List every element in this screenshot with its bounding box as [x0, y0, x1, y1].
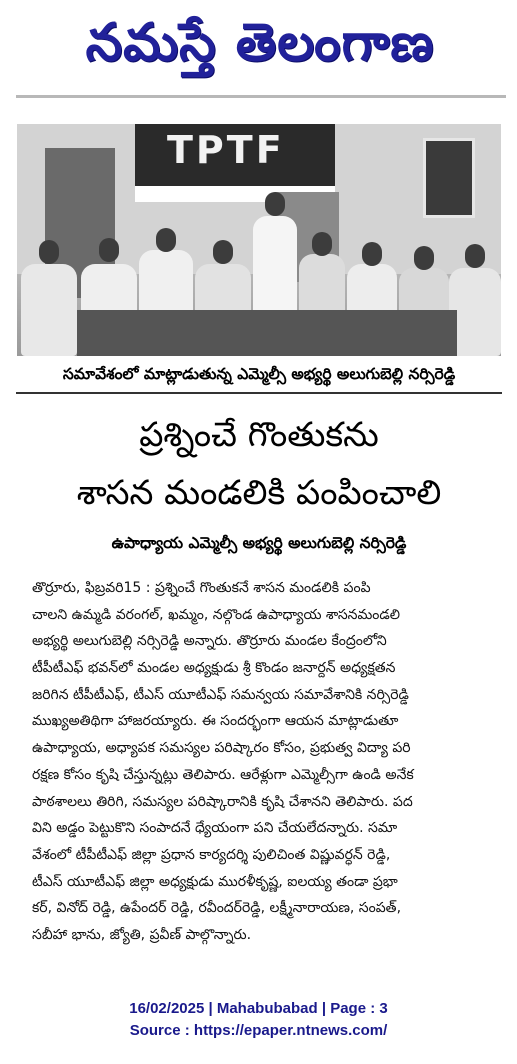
article-line: టీపీటీఎఫ్‌ భవన్‌లో మండల అధ్యక్షుడు శ్రీ కొండం జనార్దన్‌ అధ్యక్షతన: [32, 660, 396, 677]
article-line: సబీహా భాను, జ్యోతి, ప్రవీణ్‌ పాల్గొన్నారు.: [32, 926, 252, 943]
article-line: ఉపాధ్యాయ, అధ్యాపక సమస్యల పరిష్కారం కోసం, ప్రభుత్వ విద్యా పరి: [32, 740, 411, 757]
newspaper-logo: నమస్తే తెలంగాణ: [85, 13, 435, 73]
photo-banner-text: TPTF: [167, 128, 285, 172]
article-line: చాలని ఉమ్మడి వరంగల్‌, ఖమ్మం, నల్గొండ ఉపాధ్యాయ శాసనమండలి: [32, 606, 401, 623]
masthead-divider: [16, 95, 506, 98]
article-line: రక్షణ కోసం కృషి చేస్తున్నట్లు తెలిపారు. ఆరేళ్లుగా ఎమ్మెల్సీగా ఉండి అనేక: [32, 766, 414, 783]
caption-divider: [16, 392, 502, 394]
photo-window: [423, 138, 475, 218]
footer-source: Source : https://epaper.ntnews.com/: [129, 1022, 388, 1039]
photo-caption: సమావేశంలో మాట్లాడుతున్న ఎమ్మెల్సీ అభ్యర్థి అలుగుబెల్లి నర్సిరెడ్డి: [62, 365, 456, 383]
footer-date-edition: 16/02/2025 | Mahabubabad | Page : 3: [129, 1000, 388, 1017]
article-body: [32, 575, 502, 949]
headline-line-1: ప్రశ్నించే గొంతుకను: [139, 415, 379, 455]
article-line: పాఠశాలలు తిరిగి, సమస్యల పరిష్కారానికి కృషి చేశానని తెలిపారు. పద: [32, 793, 413, 810]
headline-line-2: శాసన మండలికి పంపించాలి: [76, 473, 442, 513]
article-line: కర్‌, వినోద్‌ రెడ్డి, ఉపేందర్‌ రెడ్డి, రవీందర్‌రెడ్డి, లక్ష్మీనారాయణ, సంపత్‌,: [32, 900, 402, 917]
news-photo: [17, 124, 501, 356]
article-line: ముఖ్యఅతిథిగా హాజరయ్యారు. ఈ సందర్భంగా ఆయన మాట్లాడుతూ: [32, 713, 399, 730]
article-line: జరిగిన టీపీటీఎఫ్‌, టీఎస్‌ యూటీఎఫ్‌ సమన్వయ సమావేశానికి నర్సిరెడ్డి: [32, 686, 409, 703]
photo-table: [77, 310, 457, 356]
article-line: తొర్రూరు, ఫిబ్రవరి15 : ప్రశ్నించే గొంతుకనే శాసన మండలికి పంపి: [32, 580, 371, 596]
footer: [0, 998, 517, 1042]
article-line: టీఎస్‌ యూటీఎఫ్‌ జిల్లా అధ్యక్షుడు మురళీకృష్ణ, ఐలయ్య తండా ప్రభా: [32, 873, 398, 890]
photo-person: [21, 264, 77, 356]
article-line: విని అడ్డం పెట్టుకొని సంపాదనే ధ్యేయంగా పని చేయలేదన్నారు. సమా: [32, 820, 398, 837]
subheadline: ఉపాధ్యాయ ఎమ్మెల్సీ అభ్యర్థి అలుగుబెల్లి నర్సిరెడ్డి: [111, 534, 407, 552]
masthead: [0, 0, 517, 100]
article-line: అభ్యర్థి అలుగుబెల్లి నర్సిరెడ్డి అన్నారు. తొర్రూరు మండల కేంద్రంలోని: [32, 633, 387, 650]
article-line: వేశంలో టీపీటీఎఫ్‌ జిల్లా ప్రధాన కార్యదర్శి పులిచింత విష్ణువర్ధన్‌ రెడ్డి,: [32, 846, 391, 863]
